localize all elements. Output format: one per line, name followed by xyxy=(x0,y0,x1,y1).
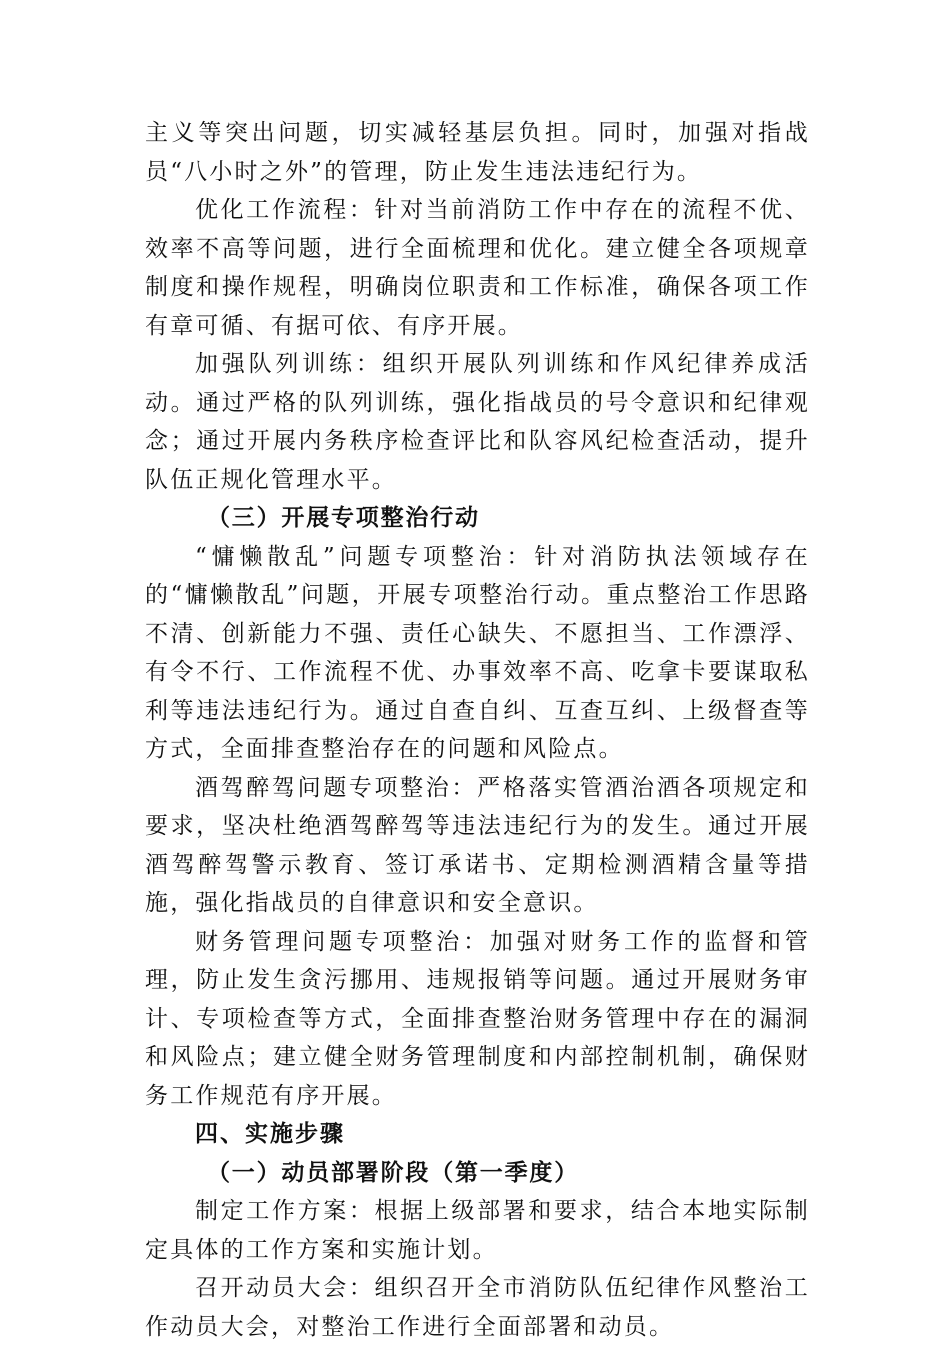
section-heading-special-rectification: （三）开展专项整治行动 xyxy=(207,505,480,531)
paragraph-lazy-rectification: “慵懒散乱”问题专项整治：针对消防执法领域存在的“慵懒散乱”问题，开展专项整治行动。重点整治工作思路不清、创新能力不强、责任心缺失、不愿担当、工作漂浮、有令不行、工作流程不优、办事效率不高、吃拿卡要谋取私利等违法违纪行为。通过自查自纠、互查互纠、上级督查等方式，全面排查整治存在的问题和风险点。 xyxy=(145,543,810,762)
paragraph-continuation: 主义等突出问题，切实减轻基层负担。同时，加强对指战员“八小时之外”的管理，防止发生违法违纪行为。 xyxy=(145,120,810,185)
paragraph-drill-training: 加强队列训练：组织开展队列训练和作风纪律养成活动。通过严格的队列训练，强化指战员的号令意识和纪律观念；通过开展内务秩序检查评比和队容风纪检查活动，提升队伍正规化管理水平。 xyxy=(145,351,810,493)
document-body xyxy=(145,114,810,1346)
paragraph-work-plan: 制定工作方案：根据上级部署和要求，结合本地实际制定具体的工作方案和实施计划。 xyxy=(145,1198,810,1263)
paragraph-optimize-workflow: 优化工作流程：针对当前消防工作中存在的流程不优、效率不高等问题，进行全面梳理和优化。建立健全各项规章制度和操作规程，明确岗位职责和工作标准，确保各项工作有章可循、有据可依、有序开展。 xyxy=(145,197,810,339)
chapter-heading-implementation-steps: 四、实施步骤 xyxy=(195,1121,345,1147)
section-heading-mobilization-stage: （一）动员部署阶段（第一季度） xyxy=(207,1159,579,1186)
paragraph-drunk-driving-rectification: 酒驾醉驾问题专项整治：严格落实管酒治酒各项规定和要求，坚决杜绝酒驾醉驾等违法违纪行为的发生。通过开展酒驾醉驾警示教育、签订承诺书、定期检测酒精含量等措施，强化指战员的自律意识和安全意识。 xyxy=(145,774,810,916)
paragraph-finance-rectification: 财务管理问题专项整治：加强对财务工作的监督和管理，防止发生贪污挪用、违规报销等问题。通过开展财务审计、专项检查等方式，全面排查整治财务管理中存在的漏洞和风险点；建立健全财务管理制度和内部控制机制，确保财务工作规范有序开展。 xyxy=(145,928,810,1109)
paragraph-mobilization-meeting: 召开动员大会：组织召开全市消防队伍纪律作风整治工作动员大会，对整治工作进行全面部署和动员。 xyxy=(145,1275,810,1340)
